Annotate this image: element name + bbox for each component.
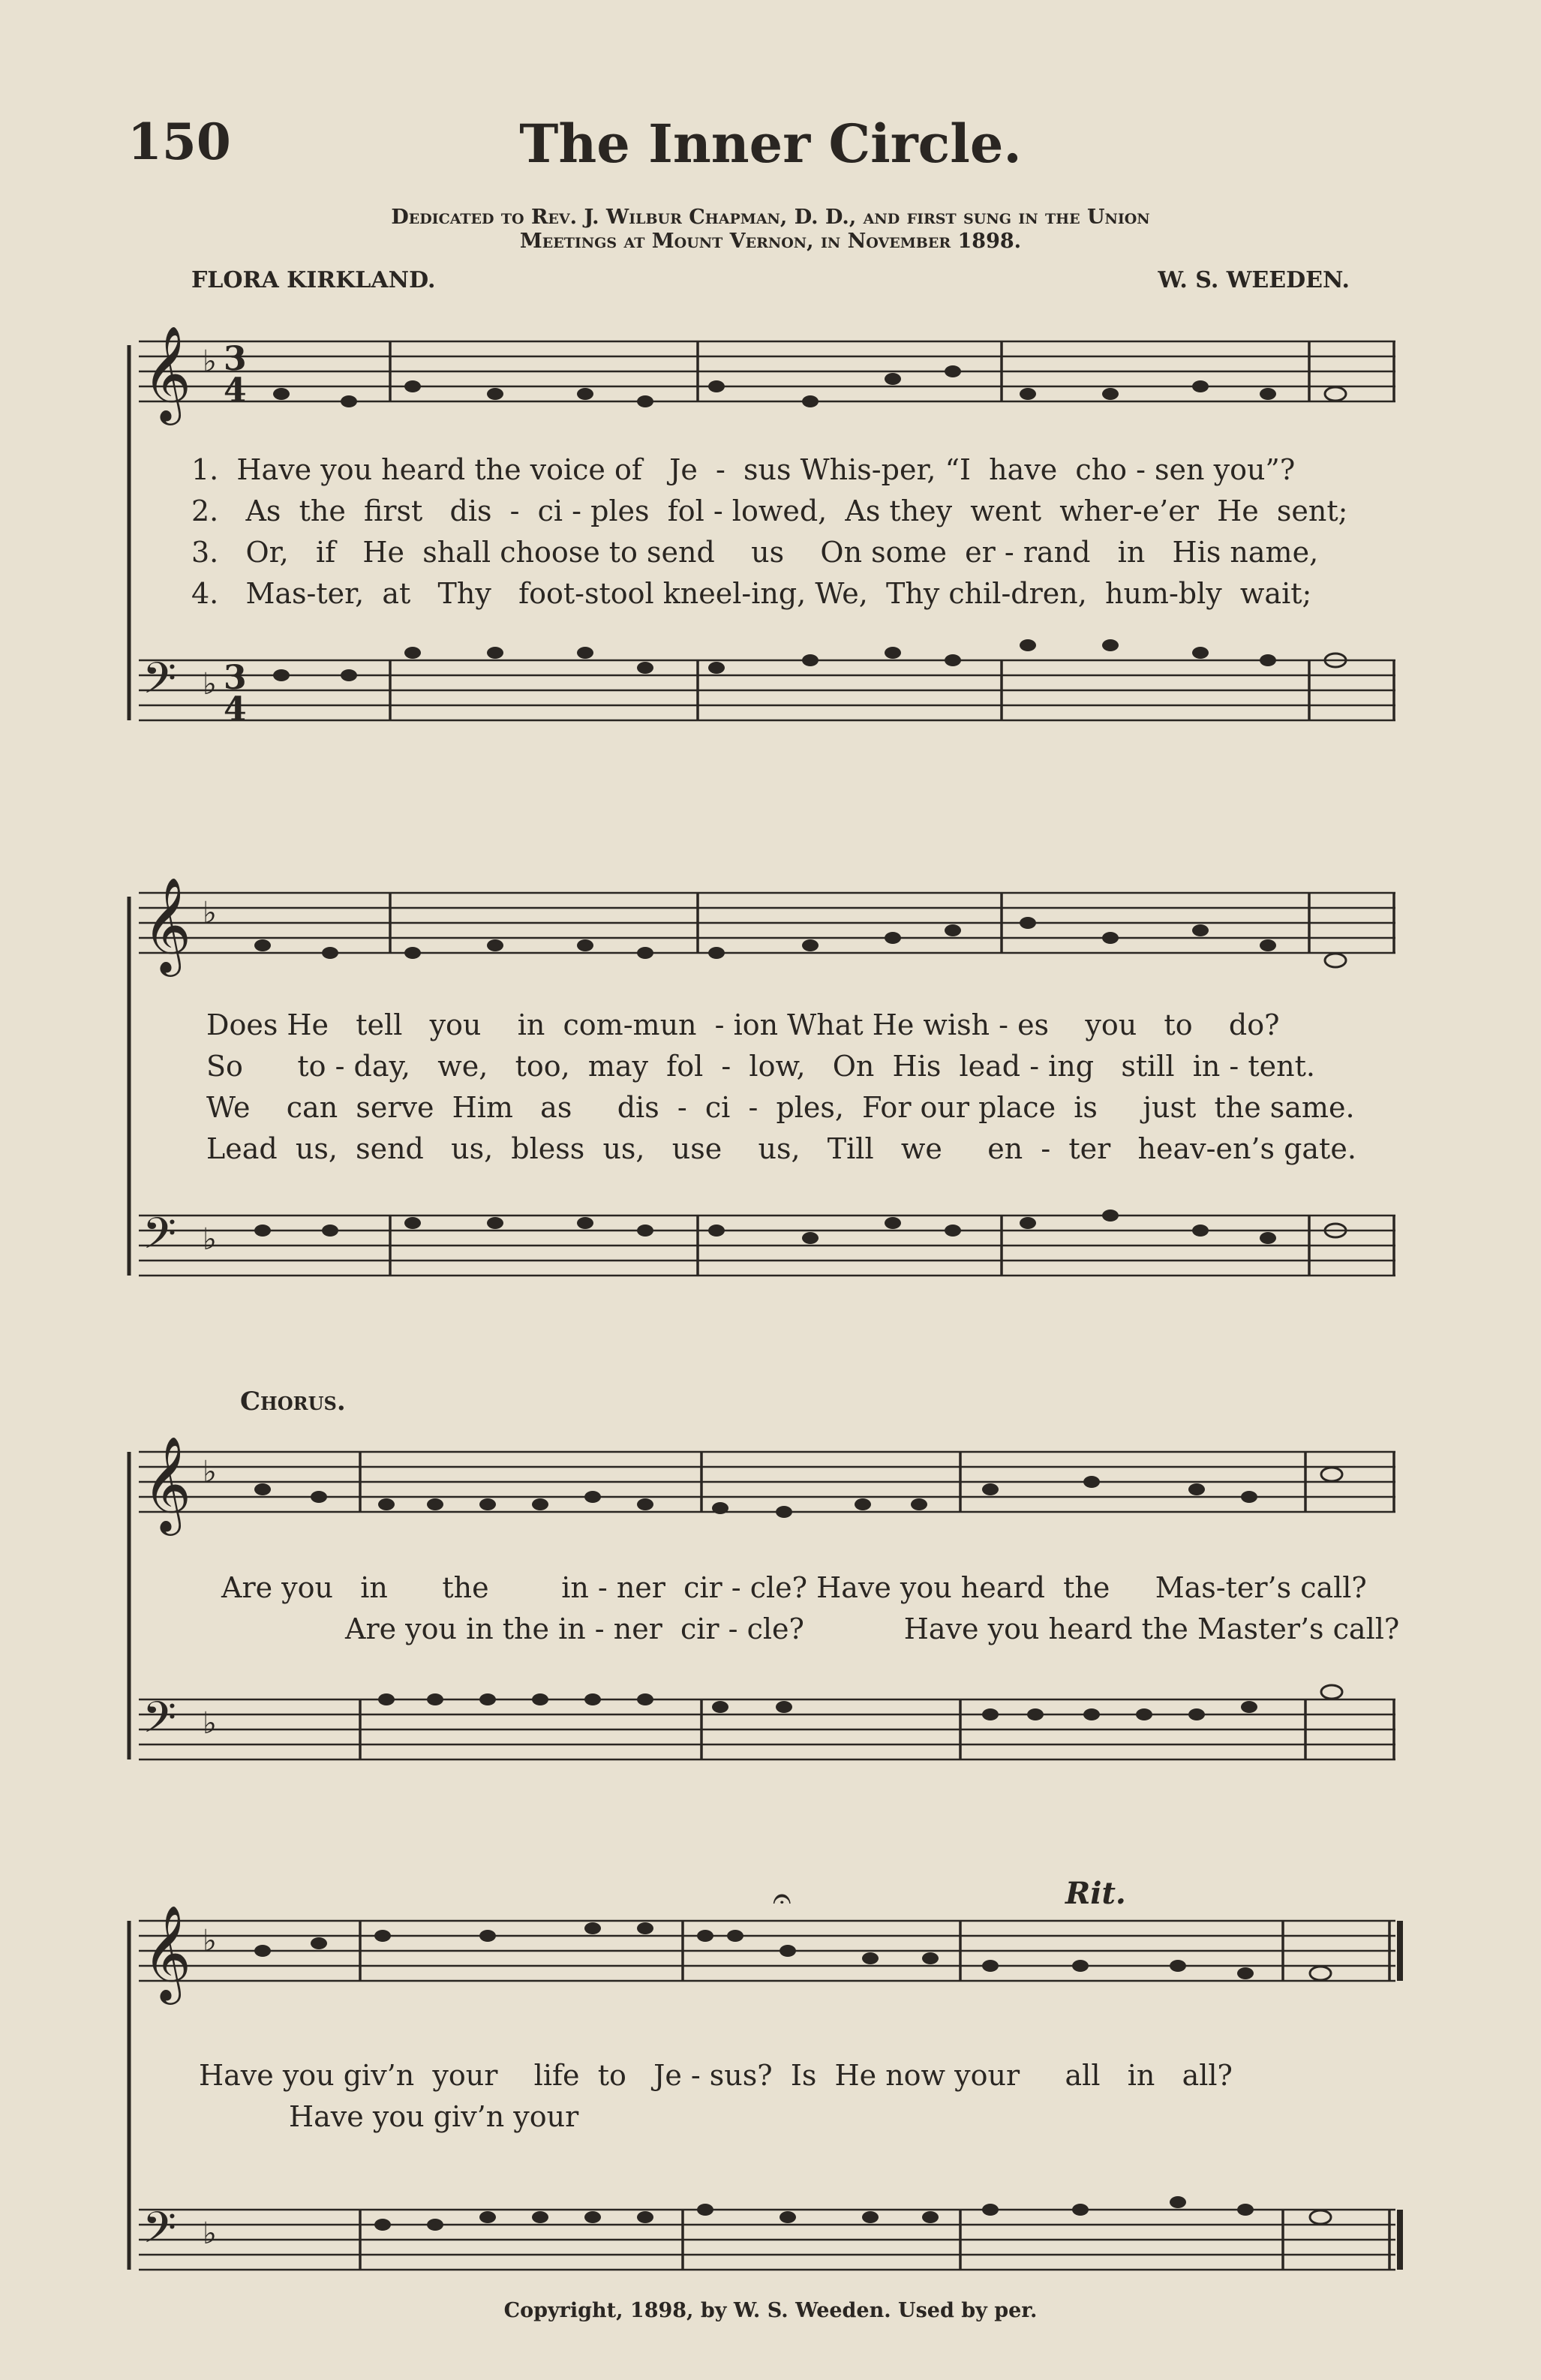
verse-3-part-1: 3. Or, if He shall choose to send us On some er - rand in His name, bbox=[191, 536, 1319, 569]
page-number: 150 bbox=[128, 113, 231, 171]
dedication-line-2: Meetings at Mount Vernon, in November 1898. bbox=[519, 230, 1022, 253]
treble-clef-icon: 𝄞 bbox=[143, 876, 192, 972]
verse-2-part-1: 2. As the first dis - ci - ples fol - lowed, As they went wher-e’er He sent; bbox=[191, 494, 1348, 527]
bass-clef-icon: 𝄢 bbox=[143, 2202, 177, 2264]
bass-flat-icon: ♭ bbox=[203, 1222, 217, 1257]
verse-4-part-2: Lead us, send us, bless us, use us, Till we en - ter heav-en’s gate. bbox=[206, 1132, 1356, 1165]
time-signature-top: 3 bbox=[224, 340, 247, 378]
verse-2-part-2: So to - day, we, too, may fol - low, On His lead - ing still in - tent. bbox=[206, 1050, 1315, 1083]
treble-clef-icon: 𝄞 bbox=[143, 325, 192, 421]
verse-3-part-2: We can serve Him as dis - ci - ples, For our place is just the same. bbox=[206, 1091, 1355, 1124]
bass-clef-icon: 𝄢 bbox=[143, 1208, 177, 1270]
treble-clef-icon: 𝄞 bbox=[143, 1904, 192, 2000]
chorus-line-2: Have you giv’n your life to Je - sus? Is He now your all in all? bbox=[199, 2059, 1233, 2092]
chorus-label: Chorus. bbox=[240, 1387, 346, 1417]
bass-flat-icon: ♭ bbox=[203, 1706, 217, 1741]
chorus-line-1: Are you in the in - ner cir - cle? Have you heard the Mas-ter’s call? bbox=[221, 1571, 1367, 1604]
treble-staff bbox=[139, 341, 1395, 401]
treble-clef-icon: 𝄞 bbox=[143, 1435, 192, 1531]
time-signature-bottom: 4 bbox=[224, 371, 247, 410]
fermata-icon: 𝄐 bbox=[773, 1880, 792, 1918]
composer-credit: W. S. WEEDEN. bbox=[1158, 267, 1350, 293]
flat-icon: ♭ bbox=[203, 344, 217, 379]
music-system-3 bbox=[0, 1426, 1541, 1786]
bass-staff bbox=[139, 660, 1395, 720]
lyricist-credit: FLORA KIRKLAND. bbox=[191, 267, 436, 293]
bass-clef-icon: 𝄢 bbox=[143, 1692, 177, 1753]
bass-clef-icon: 𝄢 bbox=[143, 653, 177, 714]
dedication bbox=[0, 206, 1541, 254]
bass-time-signature-top: 3 bbox=[224, 659, 247, 697]
verse-4-part-1: 4. Mas-ter, at Thy foot-stool kneel-ing, We, Thy chil-dren, hum-bly wait; bbox=[191, 577, 1312, 610]
bass-time-signature-bottom: 4 bbox=[224, 690, 247, 729]
verse-1-part-1: 1. Have you heard the voice of Je - sus Whis-per, “I have cho - sen you”? bbox=[191, 453, 1296, 486]
ritardando-marking: Rit. bbox=[1065, 1876, 1126, 1911]
music-system-2 bbox=[0, 863, 1541, 1313]
flat-icon: ♭ bbox=[203, 1924, 217, 1958]
dedication-line-1: Dedicated to Rev. J. Wilbur Chapman, D. D., and first sung in the Union bbox=[391, 206, 1150, 229]
verse-1-part-2: Does He tell you in com-mun - ion What He wish - es you to do? bbox=[206, 1008, 1280, 1041]
bass-flat-icon: ♭ bbox=[203, 667, 217, 702]
chorus-line-2-echo: Have you giv’n your bbox=[289, 2100, 579, 2133]
copyright-notice: Copyright, 1898, by W. S. Weeden. Used by per. bbox=[503, 2299, 1038, 2322]
flat-icon: ♭ bbox=[203, 1455, 217, 1489]
chorus-line-1-echo: Are you in the in - ner cir - cle? Have you heard the Master’s call? bbox=[345, 1612, 1400, 1645]
flat-icon: ♭ bbox=[203, 896, 217, 930]
hymn-title: The Inner Circle. bbox=[519, 113, 1022, 175]
bass-flat-icon: ♭ bbox=[203, 2216, 217, 2251]
